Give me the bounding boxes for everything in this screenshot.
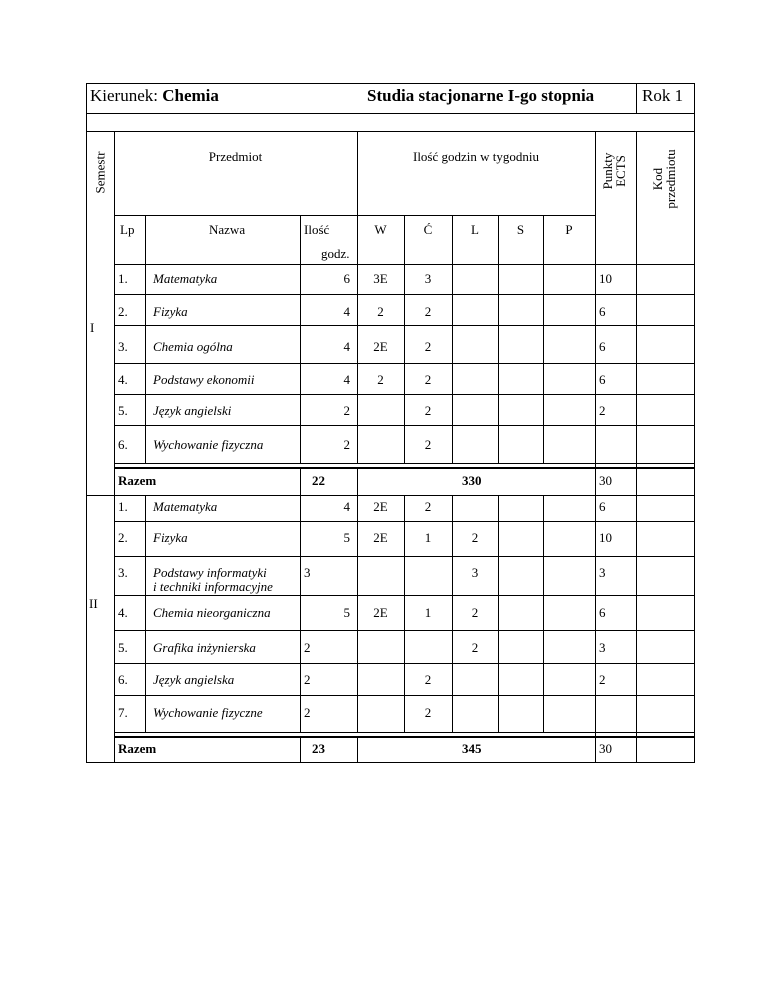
nazwa-cell: Fizyka [153,304,188,319]
razem-ilosc: 22 [312,473,325,488]
razem-label: Razem [118,741,157,756]
kierunek-label: Kierunek: [90,86,163,105]
ilosc-header: Ilość [304,222,330,237]
kierunek-heading [90,86,219,106]
nazwa-cell: Chemia ogólna [153,339,233,354]
semestr-header: Semestr [92,151,108,194]
kod-label: Kod [650,167,665,191]
w-header: W [374,222,387,237]
godz-header: godz. [321,246,350,261]
s-header: S [516,222,525,237]
l-header: L [471,222,479,237]
lp-cell: 2. [118,530,128,545]
ects-cell: 3 [599,640,606,655]
c-cell: 3 [424,271,432,286]
lp-cell: 4. [118,372,128,387]
w-cell: 2E [373,339,388,354]
c-cell: 2 [424,403,432,418]
w-cell: 2 [377,304,384,319]
razem-label: Razem [118,473,157,488]
przedmiot-header: Przedmiot [208,149,263,164]
studia-title: Studia stacjonarne I-go stopnia [367,86,595,105]
lp-cell: 5. [118,403,128,418]
ilosc-cell: 2 [304,705,311,720]
c-cell: 2 [424,372,432,387]
ilosc-cell: 6 [343,271,350,286]
w-cell: 3E [373,271,388,286]
ects-cell: 10 [599,530,612,545]
rok-label: Rok 1 [642,86,684,105]
ects-cell: 6 [599,372,606,387]
lp-cell: 1. [118,271,128,286]
ects-cell: 2 [599,672,606,687]
nazwa-cell: Matematyka [153,499,218,514]
razem-ilosc: 23 [312,741,325,756]
nazwa-cell: Matematyka [153,271,218,286]
przedmiotu-label: przedmiotu [663,149,678,209]
nazwa-cell: Wychowanie fizyczna [153,437,264,452]
ilosc-cell: 5 [343,605,350,620]
c-cell: 2 [424,304,432,319]
kierunek-value: Chemia [162,86,219,105]
kod-przedmiotu-header [651,129,679,229]
razem-hours: 330 [462,473,482,488]
nazwa-cell-line2: i techniki informacyjne [153,579,273,594]
c-cell: 1 [424,530,432,545]
ects-cell: 6 [599,339,606,354]
p-header: P [565,222,573,237]
nazwa-cell: Grafika inżynierska [153,640,256,655]
nazwa-header: Nazwa [209,222,246,237]
semester-label: I [90,320,95,335]
ilosc-cell: 2 [343,403,350,418]
nazwa-cell: Podstawy informatyki [153,565,267,580]
l-cell: 3 [471,565,479,580]
ilosc-cell: 4 [343,304,350,319]
w-cell: 2E [373,530,388,545]
nazwa-cell: Fizyka [153,530,188,545]
l-cell: 2 [471,640,479,655]
lp-cell: 6. [118,672,128,687]
c-cell: 2 [424,339,432,354]
c-cell: 2 [424,705,432,720]
lp-cell: 3. [118,565,128,580]
w-cell: 2E [373,499,388,514]
c-header: Ć [423,222,433,237]
razem-ects: 30 [599,741,612,756]
ilosc-cell: 4 [343,339,350,354]
razem-hours: 345 [462,741,482,756]
ilosc-cell: 4 [343,499,350,514]
ects-cell: 6 [599,304,606,319]
lp-cell: 5. [118,640,128,655]
ilosc-cell: 4 [343,372,350,387]
ects-cell: 2 [599,403,606,418]
lp-cell: 1. [118,499,128,514]
w-cell: 2E [373,605,388,620]
nazwa-cell: Chemia nieorganiczna [153,605,271,620]
c-cell: 2 [424,499,432,514]
nazwa-cell: Podstawy ekonomii [153,372,255,387]
lp-cell: 3. [118,339,128,354]
ilosc-cell: 2 [304,640,311,655]
lp-cell: 6. [118,437,128,452]
ects-cell: 10 [599,271,612,286]
ects-label: ECTS [613,155,628,187]
semester-label: II [89,596,98,611]
ilosc-godzin-header: Ilość godzin w tygodniu [412,149,539,164]
ects-cell: 6 [599,605,606,620]
punkty-ects-header [601,131,629,211]
ects-cell: 6 [599,499,606,514]
lp-header: Lp [120,222,135,237]
nazwa-cell: Język angielska [153,672,235,687]
c-cell: 2 [424,437,432,452]
ilosc-cell: 3 [304,565,311,580]
lp-cell: 2. [118,304,128,319]
w-cell: 2 [377,372,384,387]
ects-cell: 3 [599,565,606,580]
ilosc-cell: 5 [343,530,350,545]
c-cell: 2 [424,672,432,687]
lp-cell: 7. [118,705,128,720]
ilosc-cell: 2 [304,672,311,687]
nazwa-cell: Wychowanie fizyczne [153,705,263,720]
l-cell: 2 [471,530,479,545]
lp-cell: 4. [118,605,128,620]
punkty-label: Punkty [600,152,615,190]
nazwa-cell: Język angielski [153,403,232,418]
ilosc-cell: 2 [343,437,350,452]
l-cell: 2 [471,605,479,620]
c-cell: 1 [424,605,432,620]
razem-ects: 30 [599,473,612,488]
